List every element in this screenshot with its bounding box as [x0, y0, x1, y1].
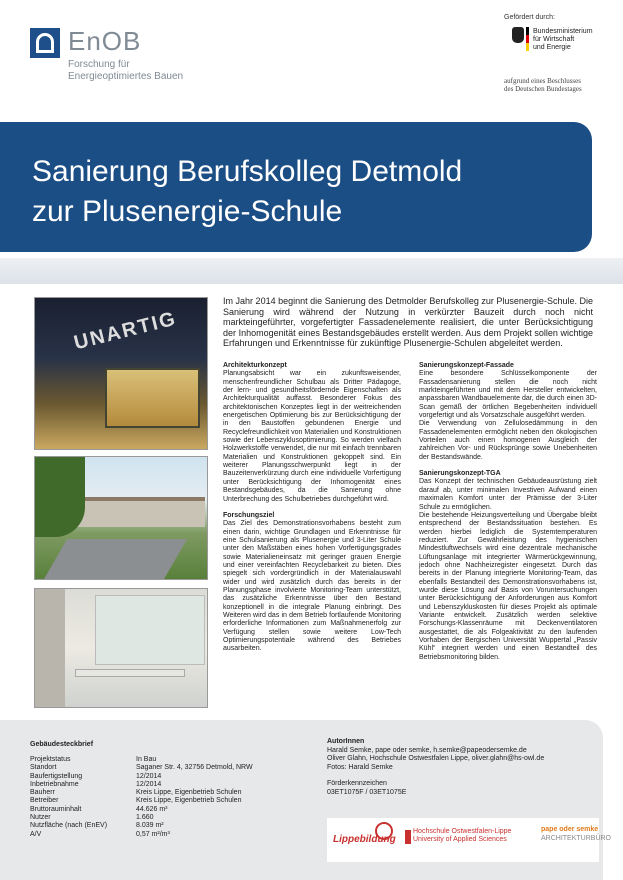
- section-text-fassade-2: Die Verwendung von Zellulosedämmung in den Fassadenelementen ermöglicht neben den ökologischen Vorteilen auch einen homogenen Ausgleich der zahlreichen Vor- und Rücksprünge sowie Unebenheiten der Bestandswände.: [419, 420, 597, 461]
- photo-classroom: [34, 588, 208, 708]
- photo-building-night: [34, 297, 208, 450]
- table-row: Baufertigstellung 12/2014: [30, 772, 162, 780]
- authors-title: AutorInnen: [327, 738, 365, 745]
- section-text-forschung: Das Ziel des Demonstrationsvorhabens besteht zum einen darin, wichtige Grundlagen und Erkenntnisse für eine Schulsanierung als Plusenergie und 3-Liter Schule unter den Maßstäben eines hohen Vorfertigungsgrades sowie Materialieneinsatz mit geringer grauen Energie und einer vereinfachten Recyclebarkeit zu bieten. Dies spiegelt sich vordergründlich in der Materialauswahl wider und wird zusätzlich durch das bereits in der Planungsphase involvierte Monitoring-Team unterstützt, das zusätzliche Erkenntnisse über den Bestand konzeptionell in die integrale Planung einbringt. Des Weiteren wird das in dem Betrieb fortlaufende Monitoring erforderliche Informationen zum Maßnahmenerfolg zur Verfügung stellen sowie weitere Low-Tech Optimierungspotentiale während des Betriebes ausarbeiten.: [223, 520, 401, 653]
- section-text-tga-1: Das Konzept der technischen Gebäudeausrüstung zielt darauf ab, unter minimalen Investiven Aufwand einen maximalen Komfort unter der Prämisse der 3-Liter Schule zu ermöglichen.: [419, 478, 597, 511]
- table-row: Betreiber Kreis Lippe, Eigenbetrieb Schulen: [30, 797, 242, 805]
- text-column-left: [223, 362, 401, 654]
- hs-owl-logo: Hochschule Ostwestfalen-Lippe University of Applied Sciences: [413, 828, 512, 843]
- author-line: Harald Semke, pape oder semke, h.semke@papeodersemke.de: [327, 746, 527, 754]
- funding-code-value: 03ET1075F / 03ET1075E: [327, 788, 407, 796]
- section-text-tga-2: Die bestehende Heizungsverteilung und Übergabe bleibt entsprechend der Bestandssituation bestehen. Es werden hierbei lediglich die Systemtemperaturen reduziert. Zur Gewährleistung des hygienischen Mindestluftwechsels wird eine dezentrale mechanische Lüftungsanlage mit integrierter Wärmerückgewinnung, jedoch ohne Nachheizregister eingesetzt. Durch das bereits in der Planung integrierte Monitoring-Team, das ebenfalls Bestandteil des Demonstrationsvorhabens ist, wurde diese Lösung auf Basis von Voruntersuchungen unter Berücksichtigung der Anforderungen aus Komfort und Lebenszykluskosten für dieses Projekt als optimale Variante entwickelt. Zusätzlich werden selektive Forschungs-Klassenräume mit Deckenventilatoren ausgestattet, die als Folgeaktivität zu den laufenden Vorhaben der Bergischen Universität Wuppertal „Passiv Kühl“ integriert werden und einen Bestandteil des Betriebsmonitoring bilden.: [419, 511, 597, 661]
- section-text-fassade-1: Eine besondere Schlüsselkomponente der Fassadensanierung stellen die noch nicht markteingeführten und mit dem Hersteller entwickelten, anpassbaren Wandbauelemente dar, die durch einen 3D-Scan gemäß der örtlichen Begebenheiten individuell vorgefertigt und als Vorsatzschale ausgeführt werden.: [419, 370, 597, 420]
- table-row: Projektstatus In Bau: [30, 756, 157, 763]
- photo-credit: Fotos: Harald Semke: [327, 763, 393, 771]
- lippe-rose-icon: [375, 822, 393, 840]
- section-heading-tga: Sanierungskonzept-TGA: [419, 470, 501, 478]
- german-flag-icon: [526, 27, 529, 51]
- funding-code-label: Förderkennzeichen: [327, 780, 387, 787]
- pape-oder-semke-logo: pape oder semke ARCHITEKTURBÜRO: [541, 826, 612, 842]
- table-row: Bauherr Kreis Lippe, Eigenbetrieb Schulen: [30, 789, 242, 797]
- bundestag-note: aufgrund eines Beschlusses des Deutschen Bundestages: [504, 77, 582, 93]
- banner-stripe: [0, 258, 623, 284]
- funded-by-label: Gefördert durch:: [504, 14, 555, 21]
- enob-logo-icon: [30, 28, 60, 58]
- steckbrief-title: Gebäudesteckbrief: [30, 741, 94, 748]
- table-row: Standort Saganer Str. 4, 32756 Detmold, NRW: [30, 764, 253, 772]
- enob-subtitle: Forschung für Energieoptimiertes Bauen: [68, 59, 184, 82]
- table-row: Nutzer 1.660: [30, 814, 154, 822]
- enob-logo-text: EnOB: [68, 26, 142, 56]
- hs-owl-mark-icon: [405, 830, 411, 844]
- lippebildung-logo: Lippebildung: [333, 834, 396, 845]
- federal-eagle-icon: [512, 27, 524, 43]
- ministry-name: Bundesministerium für Wirtschaft und Energie: [533, 28, 593, 51]
- page-title: Sanierung Berufskolleg Detmold zur Plusenergie-Schule: [32, 155, 463, 228]
- title-banner: [0, 122, 592, 252]
- partner-logos: [327, 818, 612, 862]
- intro-paragraph: Im Jahr 2014 beginnt die Sanierung des Detmolder Berufskolleg zur Plusenergie-Schule. Die Sanierung wird während der Nutzung in verkürzter Bauzeit durch noch nicht markteingeführter, vorgefertigter Fassadenelemente realisiert, die unter Berücksichtigung der Inhomogenität eines Bestandsgebäudes erstellt werden. Aus dem Projekt sollen wichtige Erfahrungen und Erkenntnisse für zukünftige Plusenergie-Schulen abgeleitet werden.: [223, 296, 593, 349]
- author-line: Oliver Glahn, Hochschule Ostwestfalen Lippe, oliver.glahn@hs-owl.de: [327, 755, 545, 762]
- photo-building-exterior: [34, 456, 208, 580]
- authors-block: [327, 738, 544, 797]
- section-heading-architektur: Architekturkonzept: [223, 362, 287, 369]
- building-sign: UNARTIG: [71, 307, 180, 355]
- section-heading-forschung: Forschungsziel: [223, 511, 275, 519]
- section-text-architektur: Planungsabsicht war ein zukunftsweisender, menschenfreundlicher Schulbau als Dritter Pädagoge, der lern- und gesundheitsfördernde Eigenschaften als Architekturqualität auffasst. Besonderer Fokus des architektonischen Konzeptes liegt in der weitreichenden energetischen Optimierung bis zur Berücksichtigung der in den Baustoffen gebundenen Energie und Recyclefreundlichkeit von Materialien und Konstruktionen sowie der Lebenszyklusoptimierung. So werden vielfach Holzwerkstoffe verwendet, die nur mit einfach trennbaren Materialien und Konstruktionen gekoppelt sind. Ein weiterer Planungsschwerpunkt liegt in der Bauzeitenverkürzung durch eine individuelle Vorfertigung unter Berücksichtigung der Inhomogenität eines Bestandsgebäudes, da die Sanierung ohne Unterbrechung des Schulbetriebes durchgeführt wird.: [223, 370, 401, 503]
- section-heading-fassade: Sanierungskonzept-Fassade: [419, 362, 514, 369]
- table-row: A/V 0,57 m²/m³: [30, 830, 170, 838]
- steckbrief-table: [30, 756, 286, 839]
- table-row: Nutzfläche (nach (EnEV) 8.039 m²: [30, 822, 164, 830]
- text-column-right: [419, 362, 597, 662]
- table-row: Inbetriebnahme 12/2014: [30, 780, 162, 788]
- table-row: Bruttorauminhalt 44.626 m³: [30, 805, 168, 813]
